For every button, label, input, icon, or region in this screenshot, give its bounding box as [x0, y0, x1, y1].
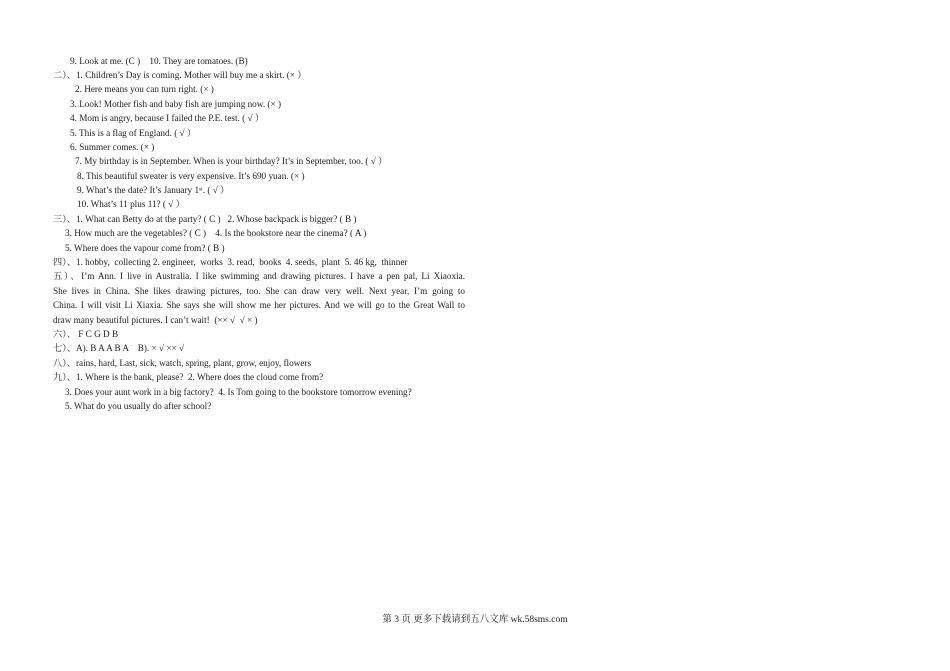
answer-line: 3. How much are the vegetables? ( C ) 4. Is the bookstore near the cinema? ( A ) — [65, 228, 367, 238]
section-5-paragraph-line: China. I will visit Li Xiaxia. She says she will show me her pictures. And we will go to the Great Wall to — [53, 300, 465, 310]
answer-line: 5. This is a flag of England. ( √ ） — [70, 128, 197, 138]
section-5-paragraph-line: She lives in China. She likes drawing pictures, too. She can draw very well. Next year, I’m going to — [53, 286, 465, 296]
answer-line: 6. Summer comes. (× ) — [70, 142, 155, 152]
page-footer: 第 3 页 更多下载请到五八文库 wk.58sms.com — [382, 615, 568, 625]
answer-line: 8. This beautiful sweater is very expensive. It’s 690 yuan. (× ) — [77, 171, 305, 181]
answer-line: 3. Look! Mother fish and baby fish are jumping now. (× ) — [70, 99, 282, 109]
section-2-heading-line: 二）、1. Children’s Day is coming. Mother will buy me a skirt. (× ） — [53, 70, 307, 80]
answer-line: 10. What’s 11 plus 11? ( √ ） — [77, 199, 185, 209]
section-7-heading-line: 七）、A). B A A B A B). × √ ×× √ — [53, 343, 185, 353]
answer-line: 4. Mom is angry, because I failed the P.E. test. ( √ ） — [70, 113, 265, 123]
section-9-heading-line: 九）、1. Where is the bank, please? 2. Where does the cloud come from? — [53, 372, 324, 382]
answer-line: 2. Here means you can turn right. (× ) — [75, 84, 214, 94]
answer-line: 9. Look at me. (C ) 10. They are tomatoes. (B) — [70, 56, 248, 66]
section-4-heading-line: 四）、1. hobby, collecting 2. engineer, works 3. read, books 4. seeds, plant 5. 46 kg, thinner — [53, 257, 408, 267]
answer-line: 9. What’s the date? It’s January 1ˢᵗ. ( √ ） — [77, 185, 230, 195]
section-5-paragraph-line: draw many beautiful pictures. I can’t wait! (×× √ √ × ) — [53, 315, 258, 325]
answer-line: 3. Does your aunt work in a big factory? 4. Is Tom going to the bookstore tomorrow evening? — [65, 387, 412, 397]
section-5-paragraph-line: 五）、I’m Ann. I live in Australia. I like swimming and drawing pictures. I have a pen pal, Li Xiaoxia. — [53, 271, 465, 281]
section-3-heading-line: 三）、1. What can Betty do at the party? ( C ) 2. Whose backpack is bigger? ( B ) — [53, 214, 357, 224]
answer-line: 5. What do you usually do after school? — [65, 401, 212, 411]
section-6-heading-line: 六）、 F C G D B — [53, 329, 119, 339]
answer-line: 7. My birthday is in September. When is your birthday? It’s in September, too. ( √ ） — [75, 156, 388, 166]
section-8-heading-line: 八）、rains, hard, Last, sick, watch, spring, plant, grow, enjoy, flowers — [53, 358, 312, 368]
answer-line: 5. Where does the vapour come from? ( B ) — [65, 243, 225, 253]
